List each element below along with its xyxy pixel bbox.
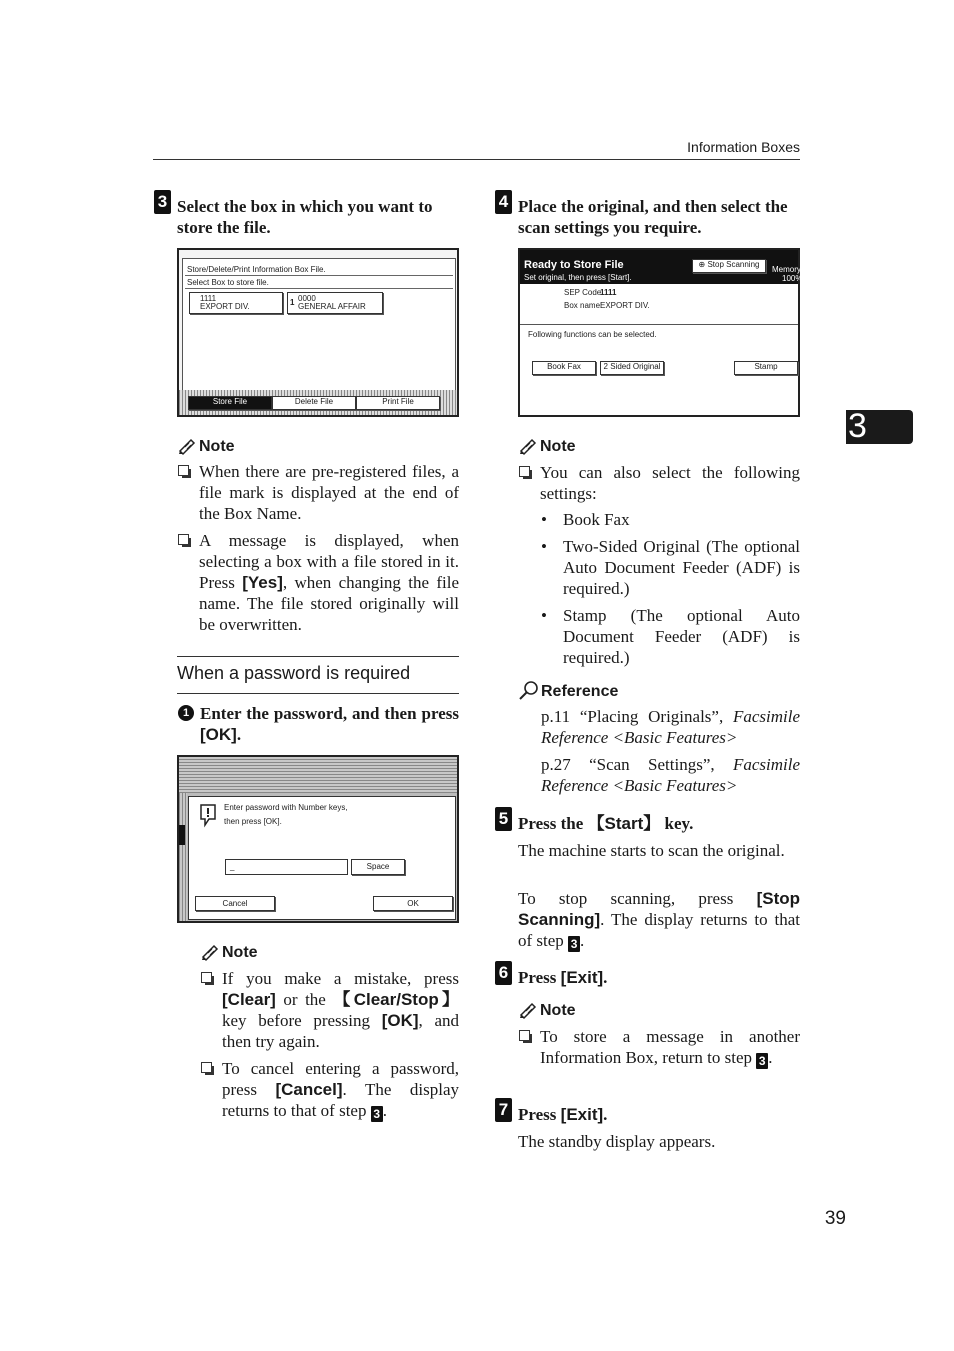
password-input[interactable]: _ (225, 859, 348, 875)
screen-title: Ready to Store File (524, 259, 624, 271)
note-title: Note (222, 944, 258, 961)
box-export-div-button[interactable]: 1111 EXPORT DIV. (189, 292, 283, 314)
sep-code-value: 1111 (600, 288, 617, 297)
cancel-button[interactable]: Cancel (195, 896, 275, 911)
section-rule (177, 693, 459, 694)
ok-button[interactable]: OK (373, 896, 453, 911)
reference-1: p.11 “Placing Originals”, Facsimile Reference <Basic Features> (541, 707, 800, 747)
space-button[interactable]: Space (351, 859, 405, 875)
screen-store-file (177, 248, 459, 417)
box-general-affair-button[interactable]: 1 0000 GENERAL AFFAIR (287, 292, 383, 314)
print-file-tab[interactable]: Print File (356, 396, 440, 410)
file-mark-icon: 1 (290, 298, 295, 307)
key-exit: [Exit] (560, 1105, 604, 1124)
stop-scanning-button[interactable]: ⊕ Stop Scanning (692, 259, 766, 273)
stop-icon: ⊕ (698, 260, 706, 269)
running-header: Information Boxes (687, 139, 800, 155)
memory-label: Memory (772, 265, 801, 274)
checkbox-bullet (201, 972, 212, 983)
screen1-line1: Store/Delete/Print Information Box File. (187, 265, 326, 274)
chapter-tab (846, 407, 913, 445)
reference-title: Reference (541, 683, 619, 700)
step-6-note: To store a message in another Information Box, return to step 3 . (540, 1027, 800, 1068)
header-rule (153, 159, 800, 160)
note2-item1: If you make a mistake, press [Clear] or the 【Clear/Stop】 key before pressing [OK], and then try again. (222, 969, 459, 1051)
password-prompt-line2: then press [OK]. (224, 817, 282, 826)
key-start: 【Start】 (587, 814, 661, 833)
key-exit: [Exit] (560, 968, 604, 987)
box-name-label: Box name: (564, 301, 603, 310)
screen-ready-to-store (518, 248, 803, 417)
step-7-text: Press [Exit]. (518, 1105, 608, 1124)
functions-label: Following functions can be selected. (528, 330, 657, 339)
password-prompt-line1: Enter password with Number keys, (224, 803, 348, 812)
step-4-text: Place the original, and then select the scan settings you require. (518, 197, 788, 237)
note-title: Note (540, 1002, 576, 1019)
magnifier-icon (518, 680, 540, 700)
checkbox-bullet (519, 1030, 530, 1041)
step-ref-badge: 3 (756, 1053, 768, 1069)
note-pencil-icon (177, 436, 197, 454)
section-rule (177, 656, 459, 657)
screen-password (177, 755, 459, 923)
screen1-line2: Select Box to store file. (187, 278, 269, 287)
sep-code-label: SEP Code: (564, 288, 604, 297)
note-title: Note (199, 438, 235, 455)
book-fax-button[interactable]: Book Fax (532, 361, 596, 375)
step-ref-badge: 3 (371, 1106, 383, 1122)
checkbox-bullet (178, 465, 189, 476)
key-clear: [Clear] (222, 990, 276, 1009)
reference-2: p.27 “Scan Settings”, Facsimile Reference <Basic Features> (541, 755, 800, 795)
store-file-tab[interactable]: Store File (188, 396, 272, 410)
section-heading: When a password is required (177, 663, 411, 683)
note1-item2: A message is displayed, when selecting a box with a file stored in it. Press [Yes], when changing the file name. The file stored originally will be overwritten. (199, 531, 459, 634)
chapter-number: 3 (848, 407, 867, 445)
note2-item2: To cancel entering a password, press [Cancel]. The display returns to that of step 3 . (222, 1059, 459, 1121)
step-5-para-1: The machine starts to scan the original. (518, 841, 785, 860)
warning-icon (199, 803, 217, 827)
note3-bullet: Book Fax (563, 510, 630, 529)
key-stop-scanning: [Stop Scanning] (518, 889, 800, 929)
checkbox-bullet (519, 466, 530, 477)
key-ok: [OK] (200, 725, 237, 744)
note3-bullet: Two-Sided Original (The optional Auto Document Feeder (ADF) is required.) (563, 537, 800, 598)
note-pencil-icon (200, 942, 220, 960)
step-5-text: Press the 【Start】 key. (518, 814, 694, 833)
substep-1-badge: 1 (178, 705, 194, 721)
stamp-button[interactable]: Stamp (734, 361, 798, 375)
bullet-dot: • (541, 510, 547, 529)
step-3-text: Select the box in which you want to store the file. (177, 197, 433, 237)
step-6-text: Press [Exit]. (518, 968, 608, 987)
key-yes: [Yes] (242, 573, 283, 592)
note1-item1: When there are pre-registered files, a file mark is displayed at the end of the Box Name. (199, 462, 459, 523)
checkbox-bullet (178, 534, 189, 545)
bullet-dot: • (541, 537, 547, 556)
two-sided-original-button[interactable]: 2 Sided Original (600, 361, 664, 375)
step-3-badge: 3 (154, 190, 171, 214)
bullet-dot: • (541, 606, 547, 625)
step-4-badge: 4 (495, 190, 512, 214)
box-name-value: EXPORT DIV. (600, 301, 650, 310)
step-7-badge: 7 (495, 1098, 512, 1122)
key-cancel: [Cancel] (275, 1080, 343, 1099)
page-number: 39 (824, 1208, 846, 1229)
substep-1-text: Enter the password, and then press [OK]. (200, 704, 459, 744)
step-5-para-2: To stop scanning, press [Stop Scanning]. The display returns to that of step 3 . (518, 889, 800, 951)
step-7-para: The standby display appears. (518, 1132, 716, 1151)
delete-file-tab[interactable]: Delete File (272, 396, 356, 410)
note-pencil-icon (518, 436, 538, 454)
step-5-badge: 5 (495, 807, 512, 831)
note3-bullet: Stamp (The optional Auto Document Feeder (ADF) is required.) (563, 606, 800, 667)
step-ref-badge: 3 (568, 936, 580, 952)
note-pencil-icon (518, 1000, 538, 1018)
key-ok: [OK] (381, 1011, 419, 1030)
memory-value: 100% (782, 274, 803, 283)
note3-intro: You can also select the following settings: (540, 463, 800, 503)
key-clear-stop: 【Clear/Stop】 (333, 990, 459, 1009)
checkbox-bullet (201, 1062, 212, 1073)
note-title: Note (540, 438, 576, 455)
screen-subtitle: Set original, then press [Start]. (524, 273, 632, 282)
step-6-badge: 6 (495, 961, 512, 985)
